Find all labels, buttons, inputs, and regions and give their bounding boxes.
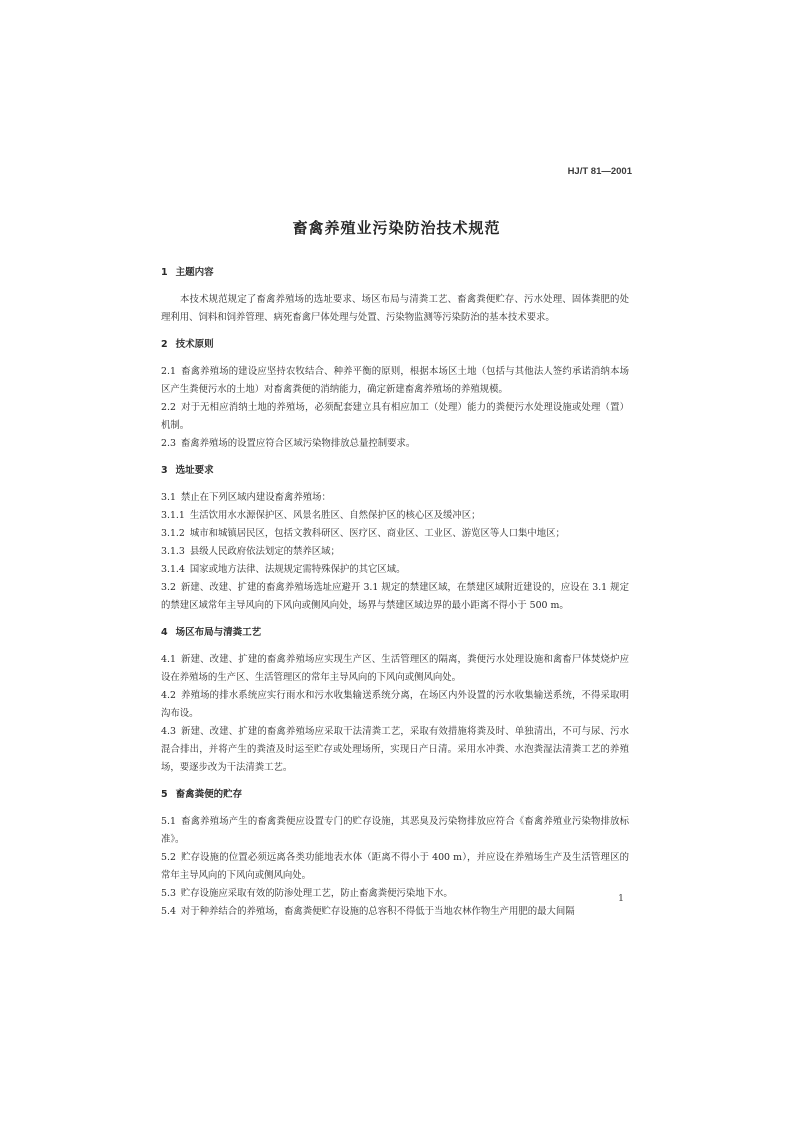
- paragraph-text: 新建、改建、扩建的畜禽养殖场应采取干法清粪工艺，采取有效措施将粪及时、单独清出，不可与尿、污水混合排出，并将产生的粪渣及时运至贮存或处理场所，实现日产日清。采用水冲粪、水泡粪湿法清粪工艺的养殖场，要逐步改为干法清粪工艺。: [161, 726, 629, 773]
- clause-number: 3.1.2: [161, 528, 185, 539]
- section-heading-text: 选址要求: [175, 465, 214, 476]
- paragraph: [161, 525, 629, 543]
- paragraph: [161, 885, 629, 903]
- clause-number: 5.2: [161, 852, 176, 863]
- section-1: [161, 264, 629, 327]
- paragraph-text: 畜禽养殖场的设置应符合区域污染物排放总量控制要求。: [180, 438, 416, 449]
- document-code: HJ/T 81—2001: [567, 166, 632, 177]
- section-heading-text: 技术原则: [175, 339, 214, 350]
- clause-number: 2.3: [161, 438, 176, 449]
- section-5: [161, 786, 629, 921]
- document-title: 畜禽养殖业污染防治技术规范: [292, 219, 501, 237]
- section-number: 2: [161, 339, 168, 350]
- paragraph: [161, 849, 629, 885]
- section-heading-text: 畜禽粪便的贮存: [175, 789, 243, 800]
- paragraph-text: 养殖场的排水系统应实行雨水和污水收集输送系统分离，在场区内外设置的污水收集输送系统，不得采取明沟布设。: [161, 690, 629, 719]
- paragraph-text: 贮存设施应采取有效的防渗处理工艺，防止畜禽粪便污染地下水。: [180, 888, 453, 899]
- page-number: 1: [617, 893, 624, 904]
- paragraph-text: 畜禽养殖场的建设应坚持农牧结合、种养平衡的原则，根据本场区土地（包括与其他法人签约承诺消纳本场区产生粪便污水的土地）对畜禽粪便的消纳能力，确定新建畜禽养殖场的养殖规模。: [161, 366, 629, 395]
- paragraph-text: 国家或地方法律、法规规定需特殊保护的其它区域。: [189, 564, 406, 575]
- section-number: 4: [161, 627, 168, 638]
- paragraph: [161, 435, 629, 453]
- paragraph-text: 生活饮用水水源保护区、风景名胜区、自然保护区的核心区及缓冲区；: [189, 510, 481, 521]
- paragraph: [161, 543, 629, 561]
- section-heading: [161, 336, 629, 354]
- paragraph: [161, 687, 629, 723]
- paragraph: [161, 579, 629, 615]
- clause-number: 3.1.3: [161, 546, 185, 557]
- paragraph: [161, 399, 629, 435]
- paragraph-text: 本技术规范规定了畜禽养殖场的选址要求、场区布局与清粪工艺、畜禽粪便贮存、污水处理、固体粪肥的处理利用、饲料和饲养管理、病死畜禽尸体处理与处置、污染物监测等污染防治的基本技术要求。: [161, 294, 629, 323]
- paragraph: [161, 723, 629, 777]
- section-4: [161, 624, 629, 777]
- paragraph-text: 城市和城镇居民区，包括文教科研区、医疗区、商业区、工业区、游览区等人口集中地区；: [189, 528, 565, 539]
- clause-number: 2.2: [161, 402, 176, 413]
- paragraph-text: 禁止在下列区域内建设畜禽养殖场：: [180, 492, 331, 503]
- paragraph: [161, 561, 629, 579]
- section-heading: [161, 264, 629, 282]
- section-3: [161, 462, 629, 615]
- paragraph: [161, 291, 629, 327]
- paragraph: [161, 651, 629, 687]
- paragraph: [161, 507, 629, 525]
- paragraph-text: 对于种养结合的养殖场，畜禽粪便贮存设施的总容积不得低于当地农林作物生产用肥的最大间隔: [180, 906, 575, 917]
- paragraph-text: 对于无相应消纳土地的养殖场，必须配套建立具有相应加工（处理）能力的粪便污水处理设施或处理（置）机制。: [161, 402, 629, 431]
- paragraph: [161, 489, 629, 507]
- document-body: [161, 264, 629, 930]
- section-heading: [161, 786, 629, 804]
- clause-number: 4.3: [161, 726, 176, 737]
- paragraph-text: 贮存设施的位置必须远离各类功能地表水体（距离不得小于 400 m），并应设在养殖场生产及生活管理区的常年主导风向的下风向或侧风向处。: [161, 852, 629, 881]
- clause-number: 3.1.1: [161, 510, 185, 521]
- paragraph-text: 新建、改建、扩建的畜禽养殖场选址应避开 3.1 规定的禁建区域，在禁建区域附近建设的，应设在 3.1 规定的禁建区域常年主导风向的下风向或侧风向处，场界与禁建区域边界的最小距离不得小于 500 m。: [161, 582, 629, 611]
- paragraph: [161, 813, 629, 849]
- clause-number: 5.3: [161, 888, 176, 899]
- clause-number: 4.1: [161, 654, 176, 665]
- section-heading-text: 主题内容: [175, 267, 214, 278]
- section-heading-text: 场区布局与清粪工艺: [175, 627, 262, 638]
- section-heading: [161, 462, 629, 480]
- clause-number: 3.1: [161, 492, 176, 503]
- section-2: [161, 336, 629, 453]
- section-number: 1: [161, 267, 168, 278]
- section-number: 5: [161, 789, 168, 800]
- section-heading: [161, 624, 629, 642]
- clause-number: 5.1: [161, 816, 176, 827]
- section-number: 3: [161, 465, 168, 476]
- paragraph-text: 县级人民政府依法划定的禁养区域；: [189, 546, 340, 557]
- paragraph-text: 畜禽养殖场产生的畜禽粪便应设置专门的贮存设施，其恶臭及污染物排放应符合《畜禽养殖业污染物排放标准》。: [161, 816, 629, 845]
- paragraph: [161, 903, 629, 921]
- clause-number: 3.2: [161, 582, 176, 593]
- clause-number: 4.2: [161, 690, 176, 701]
- paragraph-text: 新建、改建、扩建的畜禽养殖场应实现生产区、生活管理区的隔离，粪便污水处理设施和禽畜尸体焚烧炉应设在养殖场的生产区、生活管理区的常年主导风向的下风向或侧风向处。: [161, 654, 629, 683]
- clause-number: 2.1: [161, 366, 176, 377]
- clause-number: 5.4: [161, 906, 176, 917]
- clause-number: 3.1.4: [161, 564, 185, 575]
- paragraph: [161, 363, 629, 399]
